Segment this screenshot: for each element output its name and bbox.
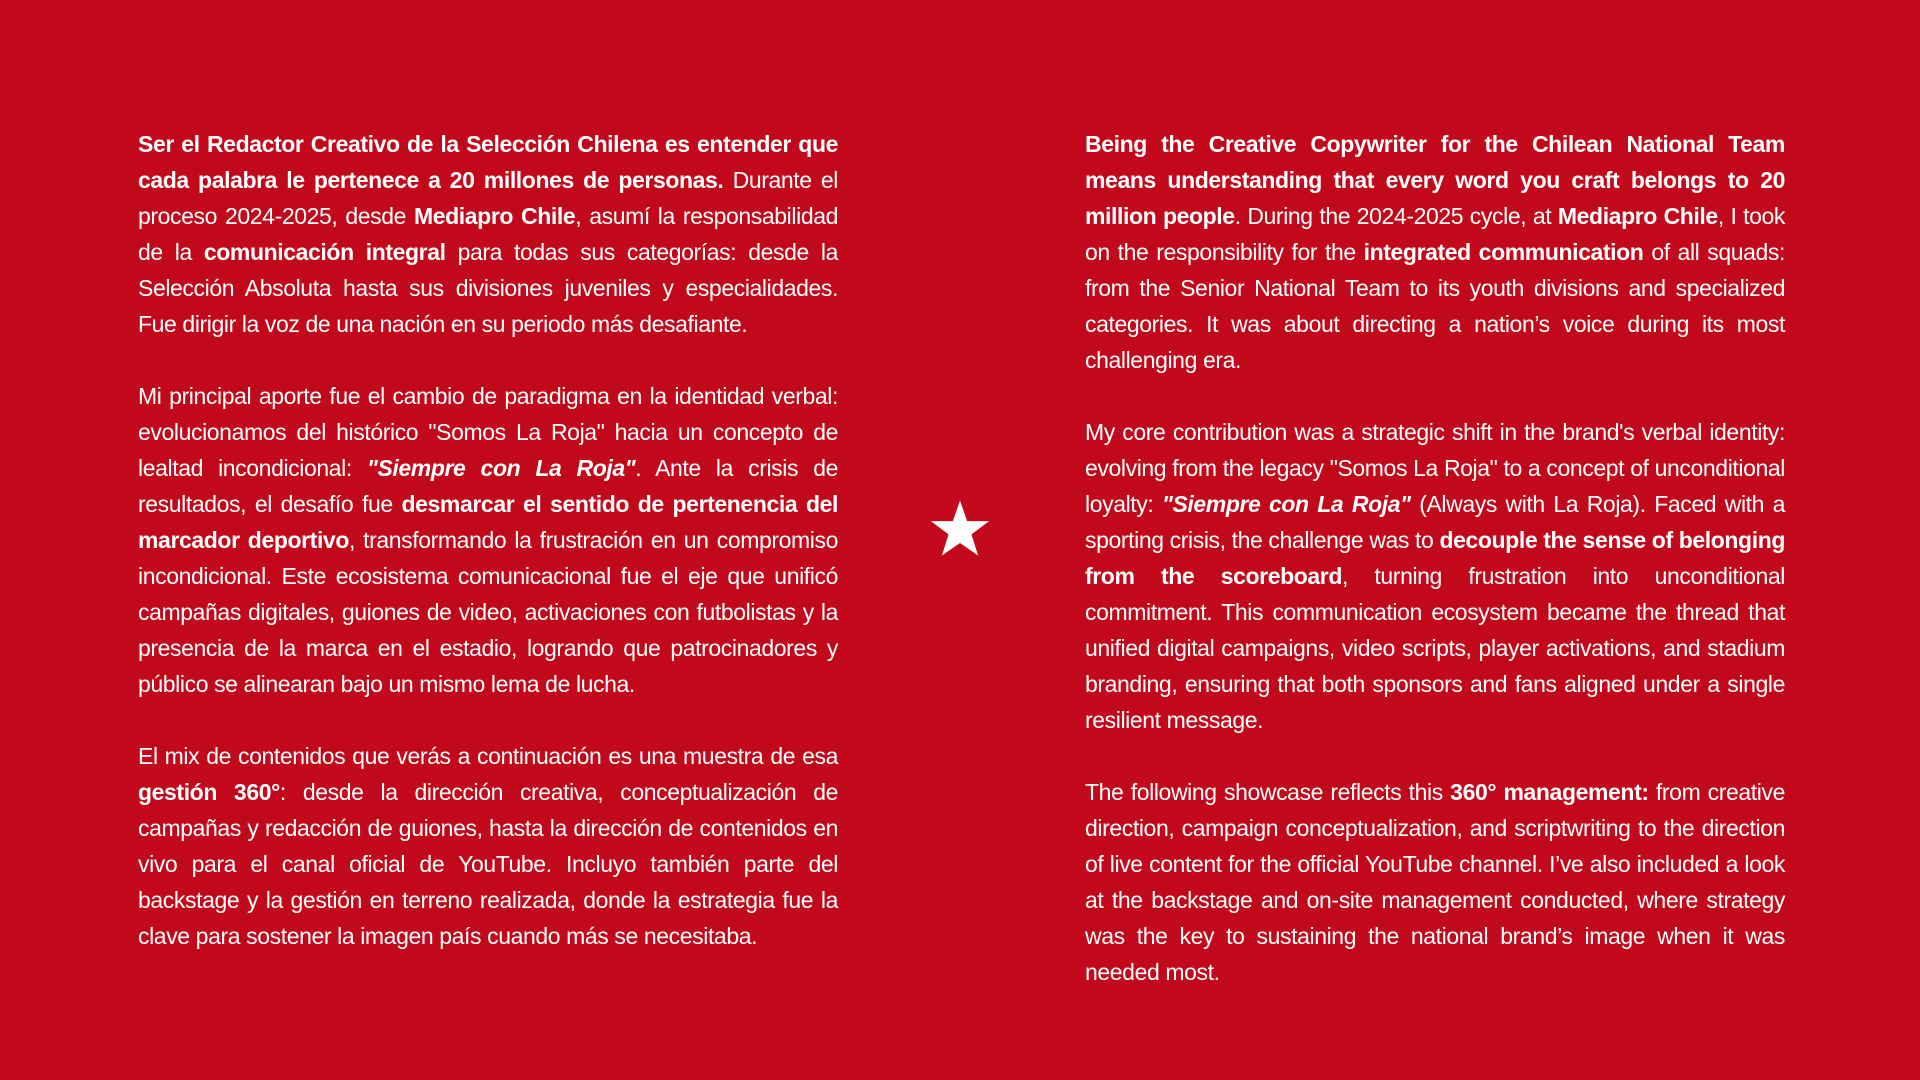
english-p1-text: of all squads: from the Senior National Team to its youth divisions and specialized categories. It was about directing a nation’s voice during its most challenging era. <box>1085 239 1785 373</box>
spanish-p1-text: , asumí la responsabilidad de la <box>138 203 838 265</box>
english-paragraph-1 <box>1085 126 1785 378</box>
spanish-p2-emphasis: desmarcar el sentido de pertenencia del marcador deportivo <box>138 491 838 553</box>
spanish-p2-slogan: "Siempre con La Roja" <box>366 455 636 481</box>
english-p3-text: The following showcase reflects this <box>1085 779 1451 805</box>
english-p3-emphasis: 360° management: <box>1450 779 1649 805</box>
english-paragraph-3 <box>1085 774 1785 990</box>
english-p2-slogan: "Siempre con La Roja" <box>1161 491 1411 517</box>
spanish-p2-text: Mi principal aporte fue el cambio de paradigma en la identidad verbal: evolucionamos del histórico "Somos La Roja" hacia un concepto de lealtad incondicional: <box>138 383 838 481</box>
spanish-p1-lead: Ser el Redactor Creativo de la Selección Chilena es entender que cada palabra le pertenece a 20 millones de personas. <box>138 131 838 193</box>
english-p1-text: . During the 2024-2025 cycle, at <box>1234 203 1558 229</box>
english-p1-lead: Being the Creative Copywriter for the Chilean National Team means understanding that every word you craft belongs to 20 million people <box>1085 131 1785 229</box>
spanish-paragraph-1 <box>138 126 838 342</box>
spanish-column <box>138 126 838 954</box>
spanish-p3-emphasis: gestión 360° <box>138 779 280 805</box>
english-p2-emphasis: decouple the sense of belonging from the scoreboard <box>1085 527 1785 589</box>
spanish-paragraph-2 <box>138 378 838 702</box>
english-p1-text: , I took on the responsibility for the <box>1085 203 1785 265</box>
spanish-paragraph-3 <box>138 738 838 954</box>
english-p2-text: , turning frustration into unconditional commitment. This communication ecosystem became the thread that unified digital campaigns, video scripts, player activations, and stadium branding, ensuring that both sponsors and fans aligned under a single resilient message. <box>1085 563 1785 733</box>
english-p2-text: My core contribution was a strategic shift in the brand's verbal identity: evolving from the legacy "Somos La Roja" to a concept of unconditional loyalty: <box>1085 419 1785 517</box>
spanish-p1-company: Mediapro Chile <box>414 203 576 229</box>
spanish-p1-text: para todas sus categorías: desde la Selección Absoluta hasta sus divisiones juveniles y especialidades. Fue dirigir la voz de una nación en su periodo más desafiante. <box>138 239 838 337</box>
star-icon <box>928 498 992 562</box>
spanish-p2-text: . Ante la crisis de resultados, el desafío fue <box>138 455 838 517</box>
english-p2-text: (Always with La Roja). Faced with a sporting crisis, the challenge was to <box>1085 491 1786 553</box>
spanish-p1-text: Durante el proceso 2024-2025, desde <box>138 167 838 229</box>
spanish-p3-text: El mix de contenidos que verás a continuación es una muestra de esa <box>138 743 838 769</box>
english-column <box>1085 126 1785 990</box>
english-p1-company: Mediapro Chile <box>1557 203 1718 229</box>
english-p3-text: from creative direction, campaign conceptualization, and scriptwriting to the direction of live content for the official YouTube channel. I’ve also included a look at the backstage and on-site management conducted, where strategy was the key to sustaining the national brand’s image when it was needed most. <box>1085 779 1785 985</box>
spanish-p1-emphasis: comunicación integral <box>203 239 446 265</box>
spanish-p2-text: , transformando la frustración en un compromiso incondicional. Este ecosistema comunicacional fue el eje que unificó campañas digitales, guiones de video, activaciones con futbolistas y la presencia de la marca en el estadio, logrando que patrocinadores y público se alinearan bajo un mismo lema de lucha. <box>138 527 838 697</box>
english-paragraph-2 <box>1085 414 1785 738</box>
spanish-p3-text: : desde la dirección creativa, conceptualización de campañas y redacción de guiones, hasta la dirección de contenidos en vivo para el canal oficial de YouTube. Incluyo también parte del backstage y la gestión en terreno realizada, donde la estrategia fue la clave para sostener la imagen país cuando más se necesitaba. <box>138 779 839 949</box>
english-p1-emphasis: integrated communication <box>1363 239 1644 265</box>
